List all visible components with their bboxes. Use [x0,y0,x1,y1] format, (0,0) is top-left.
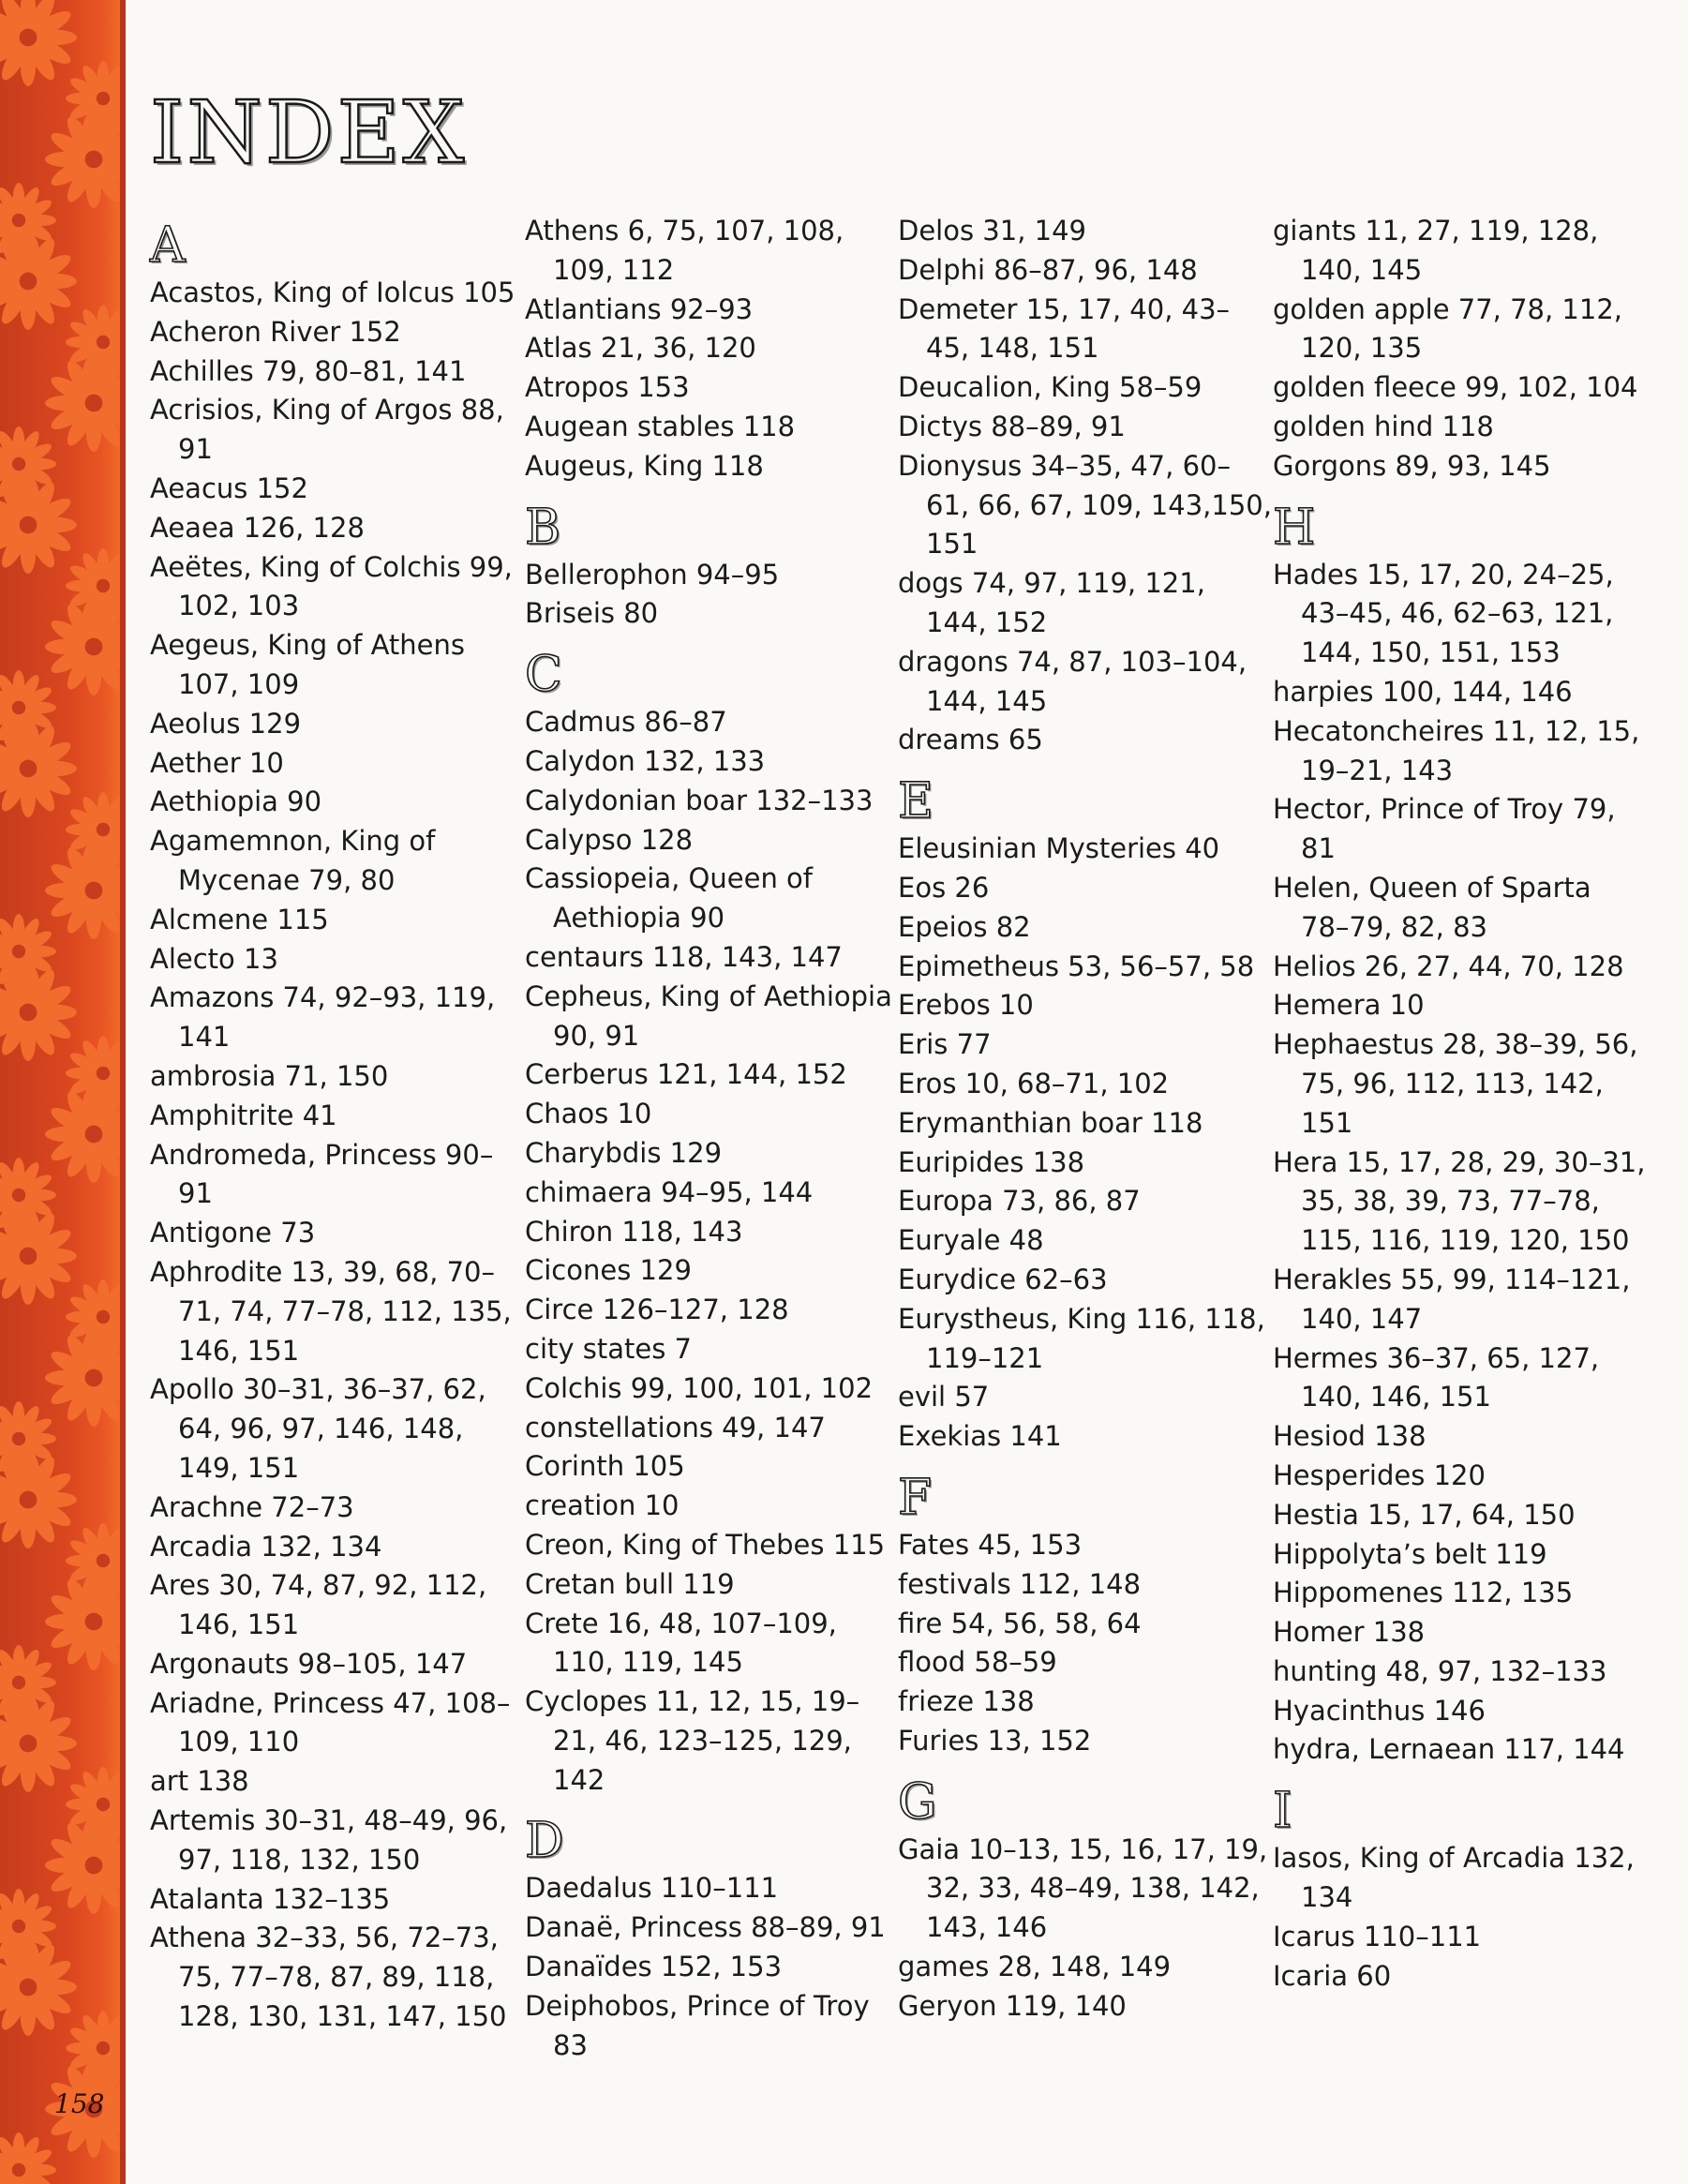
index-entry: Geryon 119, 140 [898,1989,1127,2022]
index-section [898,1774,1273,2027]
index-entry: festivals 112, 148 [898,1567,1142,1600]
index-entry: Artemis 30–31, 48–49, 96, 97, 118, 132, 150 [150,1804,508,1876]
index-entry: Daedalus 110–111 [525,1872,779,1905]
index-entry: Exekias 141 [898,1420,1062,1453]
flower-pattern [0,0,120,2184]
index-entry: Crete 16, 48, 107–109, 110, 119, 145 [525,1607,837,1679]
section-letter: A [150,217,186,274]
index-entry: giants 11, 27, 119, 128, 140, 145 [1273,215,1599,286]
index-entry: Cassiopeia, Queen of Aethiopia 90 [525,862,813,935]
index-entry: Epeios 82 [898,910,1031,943]
index-entry: art 138 [150,1765,249,1798]
index-entry: Colchis 99, 100, 101, 102 [525,1371,874,1404]
section-letter: B [525,499,561,556]
index-entry: Iasos, King of Arcadia 132, 134 [1273,1842,1635,1914]
index-entry: Achilles 79, 80–81, 141 [150,354,467,387]
index-entry: Alecto 13 [150,942,278,975]
index-entry: fire 54, 56, 58, 64 [898,1607,1142,1639]
index-entry: Helios 26, 27, 44, 70, 128 [1273,950,1624,982]
index-entry: Cretan bull 119 [525,1567,735,1600]
index-entry: Argonauts 98–105, 147 [150,1647,468,1680]
index-entry: Hera 15, 17, 28, 29, 30–31, 35, 38, 39, 73, 77–78, 115, 116, 119, 120, 150 [1273,1145,1646,1257]
index-entry: golden fleece 99, 102, 104 [1273,371,1638,404]
index-entry: Hermes 36–37, 65, 127, 140, 146, 151 [1273,1341,1600,1414]
flower-icon [45,1329,120,1427]
index-section [1273,500,1648,1771]
index-entry: Erebos 10 [898,989,1034,1022]
index-entry: Atlantians 92–93 [525,292,754,325]
index-entry: Aeacus 152 [150,471,308,504]
index-column [525,212,900,2078]
index-entry: Aeëtes, King of Colchis 99, 102, 103 [150,550,513,622]
index-entry: Demeter 15, 17, 40, 43–45, 148, 151 [898,292,1231,365]
index-column [1273,212,1648,2009]
index-entry: Icarus 110–111 [1273,1920,1482,1952]
index-entry: evil 57 [898,1381,990,1414]
index-entry: Alcmene 115 [150,903,329,935]
index-entry: Creon, King of Thebes 115 [525,1528,886,1561]
section-letter: F [898,1469,933,1526]
index-section [150,217,525,2037]
index-entry: Furies 13, 152 [898,1724,1092,1757]
index-entry: Herakles 55, 99, 114–121, 140, 147 [1273,1263,1631,1335]
index-entry: Calypso 128 [525,823,694,856]
section-letter: H [1273,499,1316,556]
index-entry: Calydonian boar 132–133 [525,784,874,816]
index-entry: Deucalion, King 58–59 [898,371,1203,404]
index-entry: Hyacinthus 146 [1273,1694,1486,1727]
flower-icon [45,1817,120,1914]
index-entry: Hades 15, 17, 20, 24–25, 43–45, 46, 62–63, 121, 144, 150, 151, 153 [1273,558,1614,669]
index-entry: city states 7 [525,1332,692,1365]
index-entry: Delphi 86–87, 96, 148 [898,253,1198,286]
index-entry: Euryale 48 [898,1224,1044,1257]
index-column [150,217,525,2050]
index-entry: Cyclopes 11, 12, 15, 19–21, 46, 123–125, 129, 142 [525,1685,860,1796]
index-section [898,773,1273,1457]
index-entry: Hippolyta’s belt 119 [1273,1537,1547,1570]
index-entry: Aphrodite 13, 39, 68, 70–71, 74, 77–78, 112, 135, 146, 151 [150,1255,512,1367]
index-entry: Ariadne, Princess 47, 108–109, 110 [150,1686,511,1758]
index-entry: Agamemnon, King of Mycenae 79, 80 [150,825,436,896]
index-entry: Aeolus 129 [150,707,302,740]
flower-icon [45,1085,120,1183]
section-letter: C [525,647,562,704]
flower-icon [45,1573,120,1670]
index-section [525,1813,900,2065]
index-entry: Hesiod 138 [1273,1420,1427,1453]
index-entry: Deiphobos, Prince of Troy 83 [525,1989,870,2061]
index-entry: Chiron 118, 143 [525,1215,743,1248]
index-entry: Athens 6, 75, 107, 108, 109, 112 [525,215,844,286]
index-entry: hunting 48, 97, 132–133 [1273,1654,1607,1687]
index-entry: Eurydice 62–63 [898,1263,1108,1295]
index-entry: hydra, Lernaean 117, 144 [1273,1733,1625,1766]
index-entry: Amphitrite 41 [150,1099,337,1131]
index-entry: Aegeus, King of Athens 107, 109 [150,629,466,700]
page-title: INDEX [150,82,468,183]
index-entry: Atalanta 132–135 [150,1882,391,1915]
index-entry: Charybdis 129 [525,1136,723,1169]
index-entry: Eurystheus, King 116, 118, 119–121 [898,1302,1265,1374]
index-entry: Briseis 80 [525,597,659,630]
index-column [898,212,1273,2040]
index-entry: Hecatoncheires 11, 12, 15, 19–21, 143 [1273,714,1640,786]
index-entry: Calydon 132, 133 [525,744,766,777]
index-entry: Fates 45, 153 [898,1528,1083,1561]
section-letter: G [898,1773,937,1831]
index-entry: Amazons 74, 92–93, 119, 141 [150,981,496,1054]
flower-icon [0,2132,56,2184]
index-entry: Cadmus 86–87 [525,706,727,739]
index-entry: Aethiopia 90 [150,785,322,818]
index-section [525,212,900,486]
index-section [898,1470,1273,1761]
index-entry: Augean stables 118 [525,410,796,442]
index-entry: Aether 10 [150,746,284,779]
index-entry: Augeus, King 118 [525,449,764,482]
index-entry: Euripides 138 [898,1145,1085,1178]
index-entry: Hestia 15, 17, 64, 150 [1273,1498,1576,1531]
index-entry: Gorgons 89, 93, 145 [1273,449,1551,482]
index-entry: harpies 100, 144, 146 [1273,675,1573,708]
flower-icon [45,111,120,208]
section-letter: E [898,773,934,830]
index-section [1273,1783,1648,1996]
page-number: 158 [54,2088,105,2119]
index-entry: centaurs 118, 143, 147 [525,940,843,973]
index-entry: Circe 126–127, 128 [525,1294,789,1326]
index-entry: Epimetheus 53, 56–57, 58 [898,950,1255,982]
section-letter: I [1273,1783,1292,1840]
index-entry: games 28, 148, 149 [898,1951,1172,1983]
index-entry: Bellerophon 94–95 [525,558,780,591]
index-entry: creation 10 [525,1489,680,1522]
index-entry: Homer 138 [1273,1616,1426,1649]
index-entry: Eos 26 [898,871,990,904]
index-section [898,212,1273,760]
index-section [525,647,900,1800]
flower-icon [0,0,77,86]
index-entry: Apollo 30–31, 36–37, 62, 64, 96, 97, 146, 148, 149, 151 [150,1373,486,1484]
index-entry: Acheron River 152 [150,315,401,348]
index-entry: Eris 77 [898,1028,992,1061]
index-entry: Eleusinian Mysteries 40 [898,832,1220,865]
index-entry: Acastos, King of Iolcus 105 [150,277,515,308]
index-entry: Andromeda, Princess 90–91 [150,1138,494,1210]
flower-icon [45,842,120,939]
index-entry: chimaera 94–95, 144 [525,1175,814,1208]
index-entry: Atropos 153 [525,371,690,404]
index-entry: Arcadia 132, 134 [150,1530,382,1563]
index-entry: dogs 74, 97, 119, 121, 144, 152 [898,567,1205,638]
index-entry: golden apple 77, 78, 112, 120, 135 [1273,292,1623,365]
index-entry: Athena 32–33, 56, 72–73, 75, 77–78, 87, 89, 118, 128, 130, 131, 147, 150 [150,1922,507,2033]
index-entry: Atlas 21, 36, 120 [525,332,756,365]
index-entry: Danaïdes 152, 153 [525,1951,783,1983]
index-entry: Aeaea 126, 128 [150,511,365,544]
index-entry: Erymanthian boar 118 [898,1106,1203,1139]
border-edge [120,0,126,2184]
index-entry: Hephaestus 28, 38–39, 56, 75, 96, 112, 113, 142, 151 [1273,1028,1638,1139]
index-entry: golden hind 118 [1273,410,1494,442]
index-section [525,500,900,635]
index-entry: Helen, Queen of Sparta 78–79, 82, 83 [1273,871,1591,943]
flower-icon [45,598,120,696]
index-entry: dreams 65 [898,724,1043,756]
index-entry: Delos 31, 149 [898,215,1086,247]
index-entry: Danaë, Princess 88–89, 91 [525,1911,886,1944]
index-entry: Cicones 129 [525,1254,692,1287]
index-entry: Dictys 88–89, 91 [898,410,1126,442]
index-entry: ambrosia 71, 150 [150,1059,389,1092]
index-entry: Gaia 10–13, 15, 16, 17, 19, 32, 33, 48–49, 138, 142, 143, 146 [898,1832,1268,1944]
index-entry: Antigone 73 [150,1217,316,1249]
index-entry: Cerberus 121, 144, 152 [525,1058,847,1091]
index-entry: Hesperides 120 [1273,1458,1486,1491]
flower-icon [45,354,120,452]
index-entry: frieze 138 [898,1685,1035,1718]
index-entry: dragons 74, 87, 103–104, 144, 145 [898,645,1247,717]
index-entry: Acrisios, King of Argos 88, 91 [150,394,504,466]
index-entry: Hemera 10 [1273,989,1425,1022]
index-entry: Hector, Prince of Troy 79, 81 [1273,793,1616,865]
index-entry: Dionysus 34–35, 47, 60–61, 66, 67, 109, 143,150, 151 [898,449,1272,561]
index-entry: Corinth 105 [525,1450,685,1483]
index-entry: Cepheus, King of Aethiopia 90, 91 [525,980,892,1052]
index-entry: constellations 49, 147 [525,1411,826,1444]
index-section [1273,212,1648,486]
index-entry: Ares 30, 74, 87, 92, 112, 146, 151 [150,1569,487,1641]
index-entry: Arachne 72–73 [150,1490,354,1523]
index-entry: Chaos 10 [525,1098,652,1130]
index-entry: Hippomenes 112, 135 [1273,1577,1574,1609]
decorative-border [0,0,120,2184]
index-entry: flood 58–59 [898,1646,1057,1679]
index-entry: Eros 10, 68–71, 102 [898,1067,1170,1099]
section-letter: D [525,1813,564,1870]
index-entry: Icaria 60 [1273,1959,1392,1992]
index-entry: Europa 73, 86, 87 [898,1185,1141,1218]
